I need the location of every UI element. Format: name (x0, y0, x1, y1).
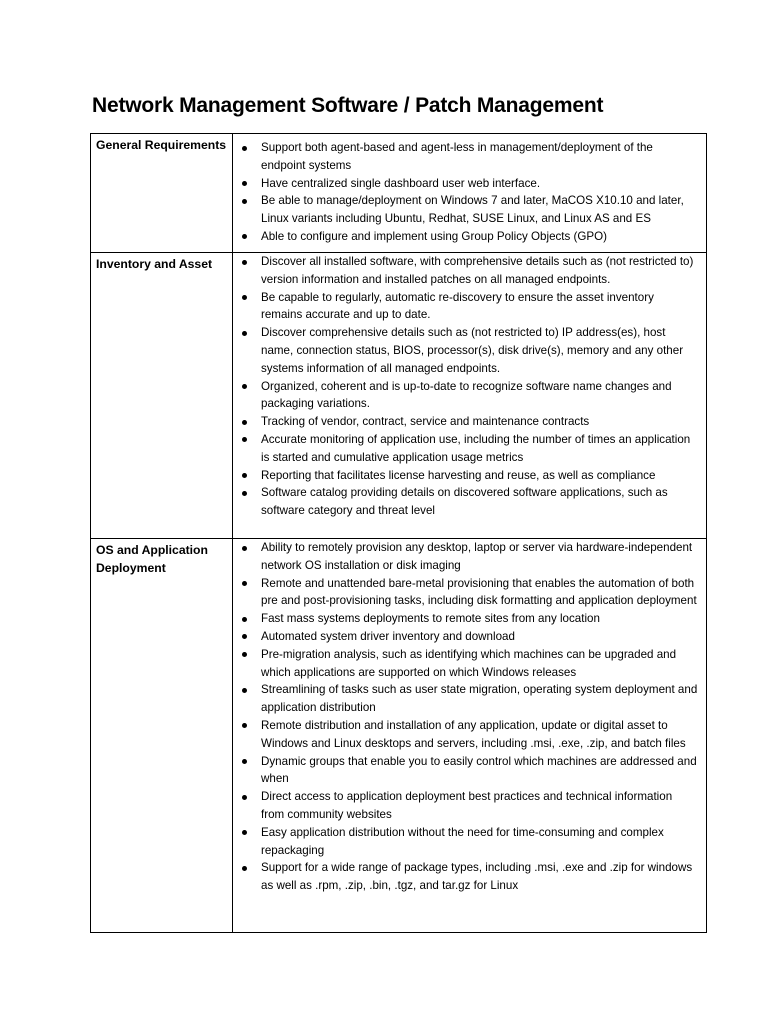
list-item: Have centralized single dashboard user web interface. (261, 175, 698, 193)
list-item: Streamlining of tasks such as user state migration, operating system deployment and application distribution (261, 681, 698, 717)
list-item: Pre-migration analysis, such as identifying which machines can be upgraded and which applications are supported on which Windows releases (261, 646, 698, 682)
list-item: Easy application distribution without the need for time-consuming and complex repackaging (261, 824, 698, 860)
requirement-list (233, 539, 698, 895)
list-item: Direct access to application deployment best practices and technical information from community websites (261, 788, 698, 824)
requirement-list (233, 139, 698, 246)
list-item: Remote and unattended bare-metal provisioning that enables the automation of both pre and post-provisioning tasks, including disk formatting and application deployment (261, 575, 698, 611)
list-item: Be able to manage/deployment on Windows 7 and later, MaCOS X10.10 and later, Linux variants including Ubuntu, Redhat, SUSE Linux, and Linux AS and ES (261, 192, 698, 228)
list-item: Accurate monitoring of application use, including the number of times an application is started and cumulative application usage metrics (261, 431, 698, 467)
table-row (91, 134, 707, 253)
requirements-cell (233, 134, 707, 253)
table-row (91, 253, 707, 539)
requirements-table (90, 133, 707, 933)
list-item: Remote distribution and installation of any application, update or digital asset to Windows and Linux desktops and servers, including .msi, .exe, .zip, and batch files (261, 717, 698, 753)
category-cell: OS and Application Deployment (91, 539, 233, 933)
list-item: Able to configure and implement using Group Policy Objects (GPO) (261, 228, 698, 246)
list-item: Software catalog providing details on discovered software applications, such as software category and threat level (261, 484, 698, 520)
requirement-list (233, 253, 698, 520)
table-row (91, 539, 707, 933)
list-item: Support for a wide range of package types, including .msi, .exe and .zip for windows as well as .rpm, .zip, .bin, .tgz, and tar.gz for Linux (261, 859, 698, 895)
list-item: Dynamic groups that enable you to easily control which machines are addressed and when (261, 753, 698, 789)
requirements-cell (233, 539, 707, 933)
list-item: Organized, coherent and is up-to-date to recognize software name changes and packaging variations. (261, 378, 698, 414)
list-item: Support both agent-based and agent-less in management/deployment of the endpoint systems (261, 139, 698, 175)
list-item: Discover all installed software, with comprehensive details such as (not restricted to) version information and installed patches on all managed endpoints. (261, 253, 698, 289)
category-cell: General Requirements (91, 134, 233, 253)
list-item: Be capable to regularly, automatic re-discovery to ensure the asset inventory remains accurate and up to date. (261, 289, 698, 325)
list-item: Ability to remotely provision any desktop, laptop or server via hardware-independent network OS installation or disk imaging (261, 539, 698, 575)
list-item: Reporting that facilitates license harvesting and reuse, as well as compliance (261, 467, 698, 485)
list-item: Tracking of vendor, contract, service and maintenance contracts (261, 413, 698, 431)
page-title: Network Management Software / Patch Management (92, 94, 604, 117)
list-item: Automated system driver inventory and download (261, 628, 698, 646)
requirements-cell (233, 253, 707, 539)
category-cell: Inventory and Asset (91, 253, 233, 539)
list-item: Discover comprehensive details such as (not restricted to) IP address(es), host name, connection status, BIOS, processor(s), disk drive(s), memory and any other systems information of all managed endpoints. (261, 324, 698, 377)
list-item: Fast mass systems deployments to remote sites from any location (261, 610, 698, 628)
